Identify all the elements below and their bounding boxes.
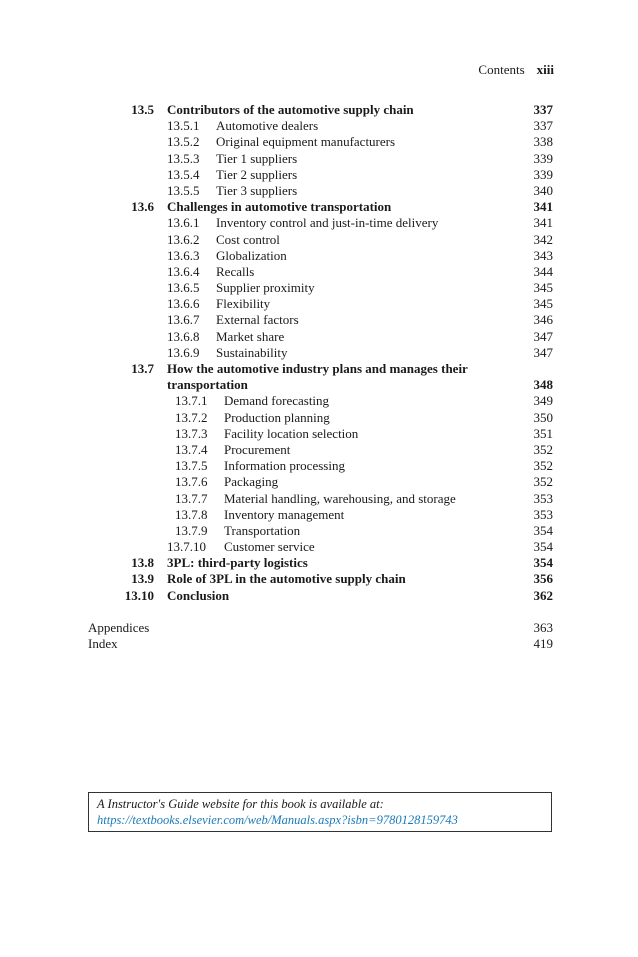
toc-entry-page: 341 [533,215,553,231]
toc-entry[interactable] [0,620,638,636]
toc-entry-number: 13.6.4 [167,263,200,279]
toc-entry-title: Inventory management [224,506,345,522]
toc-entry-page: 347 [533,344,553,360]
toc-entry[interactable] [0,588,638,604]
toc-entry-number: 13.6.8 [167,328,200,344]
toc-entry-title: Appendices [88,619,150,635]
toc-entry-page: 363 [533,619,553,635]
toc-entry[interactable] [0,361,638,377]
toc-entry-title: Procurement [224,441,291,457]
toc-entry-title: Production planning [224,409,330,425]
toc-entry-title: Customer service [224,539,315,555]
toc-entry-title: Sustainability [216,344,288,360]
toc-entry-page: 348 [533,377,553,393]
toc-entry-title: Transportation [224,522,301,538]
toc-entry-title: Flexibility [216,296,271,312]
toc-entry-title: Role of 3PL in the automotive supply chain [167,571,406,587]
toc-entry-number: 13.7.1 [175,393,208,409]
toc-entry-number: 13.7.2 [175,409,208,425]
toc-entry[interactable] [0,377,638,393]
toc-entry-title: transportation [167,377,248,393]
toc-entry-page: 352 [533,458,553,474]
toc-entry[interactable] [0,539,638,555]
toc-entry-number: 13.6 [131,199,154,215]
toc-entry-page: 352 [533,474,553,490]
toc-entry-title: Challenges in automotive transportation [167,199,392,215]
toc-entry-title: Facility location selection [224,425,359,441]
toc-entry[interactable] [0,410,638,426]
notice-text: A Instructor's Guide website for this book is available at: [97,797,384,811]
toc-entry-number: 13.5.1 [167,118,200,134]
toc-entry-number: 13.7.7 [175,490,208,506]
toc-entry[interactable] [0,426,638,442]
toc-entry-number: 13.7.9 [175,522,208,538]
toc-entry-number: 13.7 [131,361,154,376]
toc-entry-page: 356 [533,571,553,587]
toc-entry[interactable] [0,167,638,183]
toc-entry-number: 13.8 [131,555,154,571]
toc-entry-title: Contributors of the automotive supply chain [167,102,414,117]
toc-entry-number: 13.7.4 [175,441,208,457]
toc-entry-title: Globalization [216,247,287,263]
toc-entry-page: 337 [533,118,553,134]
toc-entry-page: 345 [533,280,553,296]
toc-entry-page: 349 [533,393,553,409]
toc-entry-page: 354 [533,539,553,555]
toc-entry-title: Market share [216,328,285,344]
toc-entry[interactable] [0,571,638,587]
toc-entry-page: 346 [533,312,553,328]
toc-entry-number: 13.6.6 [167,296,200,312]
toc-entry[interactable] [0,199,638,215]
toc-entry[interactable] [0,118,638,134]
toc-entry[interactable] [0,636,638,652]
toc-entry-number: 13.7.6 [175,474,208,490]
toc-entry-number: 13.7.10 [167,539,206,555]
header-page-number: xiii [536,62,554,77]
toc-entry[interactable] [0,134,638,150]
toc-entry-page: 338 [533,134,553,150]
running-header [478,62,554,78]
toc-entry-title: Tier 3 suppliers [216,182,298,198]
toc-entry-title: Original equipment manufacturers [216,134,396,150]
toc-entry-page: 345 [533,296,553,312]
toc-entry-page: 344 [533,263,553,279]
toc-entry[interactable] [0,248,638,264]
toc-entry-page: 339 [533,150,553,166]
toc-entry-title: Inventory control and just-in-time delivery [216,215,439,231]
toc-entry-number: 13.7.5 [175,458,208,474]
toc-entry-title: Demand forecasting [224,393,330,409]
toc-entry[interactable] [0,458,638,474]
toc-entry-number: 13.5.4 [167,166,200,182]
toc-entry-number: 13.7.8 [175,506,208,522]
toc-entry[interactable] [0,215,638,231]
toc-entry[interactable] [0,442,638,458]
toc-entry-number: 13.5.3 [167,150,200,166]
toc-entry-title: Index [88,636,118,651]
toc-entry-number: 13.9 [131,571,154,587]
toc-entry-number: 13.10 [124,587,154,603]
toc-entry-number: 13.6.5 [167,280,200,296]
toc-entry-page: 350 [533,409,553,425]
toc-entry[interactable] [0,296,638,312]
toc-entry-number: 13.5.5 [167,182,200,198]
toc-entry[interactable] [0,393,638,409]
toc-entry[interactable] [0,183,638,199]
toc-entry[interactable] [0,280,638,296]
toc-entry-page: 354 [533,555,553,571]
toc-entry[interactable] [0,345,638,361]
table-of-contents [0,102,638,652]
toc-entry-page: 353 [533,490,553,506]
toc-entry[interactable] [0,232,638,248]
toc-entry-number: 13.6.1 [167,215,200,231]
toc-entry-title: Packaging [224,474,279,490]
toc-entry-page: 354 [533,522,553,538]
toc-entry-number: 13.5 [131,102,154,117]
toc-entry-number: 13.7.3 [175,425,208,441]
header-label: Contents [478,62,525,77]
toc-entry[interactable] [0,555,638,571]
toc-entry-page: 340 [533,182,553,198]
toc-entry[interactable] [0,491,638,507]
toc-entry-title: Conclusion [167,587,230,603]
toc-entry-title: Supplier proximity [216,280,315,296]
toc-entry-page: 337 [533,102,553,117]
toc-entry-title: 3PL: third-party logistics [167,555,308,571]
toc-spacer [0,604,638,620]
toc-entry-number: 13.6.3 [167,247,200,263]
toc-entry-page: 347 [533,328,553,344]
toc-entry-title: Material handling, warehousing, and storage [224,490,456,506]
toc-entry-number: 13.6.9 [167,344,200,360]
toc-entry[interactable] [0,507,638,523]
toc-entry-title: Tier 1 suppliers [216,150,298,166]
toc-entry[interactable] [0,264,638,280]
instructor-guide-link[interactable]: https://textbooks.elsevier.com/web/Manuals.aspx?isbn=9780128159743 [97,813,458,827]
toc-entry-page: 342 [533,231,553,247]
toc-entry-title: Cost control [216,231,280,247]
toc-entry[interactable] [0,102,638,118]
toc-entry-page: 343 [533,247,553,263]
toc-entry-page: 362 [533,587,553,603]
toc-entry[interactable] [0,474,638,490]
toc-entry-page: 419 [533,636,553,651]
toc-entry-title: Information processing [224,458,345,474]
toc-entry-page: 351 [533,425,553,441]
toc-entry-page: 353 [533,506,553,522]
toc-entry-title: Tier 2 suppliers [216,166,298,182]
toc-entry-title: External factors [216,312,299,328]
toc-entry-page: 341 [533,199,553,215]
toc-entry-number: 13.6.2 [167,231,200,247]
toc-entry[interactable] [0,329,638,345]
toc-entry[interactable] [0,312,638,328]
toc-entry-number: 13.6.7 [167,312,200,328]
toc-entry-page: 339 [533,166,553,182]
toc-entry-title: Recalls [216,263,255,279]
toc-entry-page: 352 [533,441,553,457]
toc-entry-number: 13.5.2 [167,134,200,150]
instructor-guide-notice [88,792,552,832]
toc-entry-title: Automotive dealers [216,118,319,134]
toc-entry[interactable] [0,151,638,167]
toc-entry-title: How the automotive industry plans and manages their [167,361,468,376]
toc-entry[interactable] [0,523,638,539]
